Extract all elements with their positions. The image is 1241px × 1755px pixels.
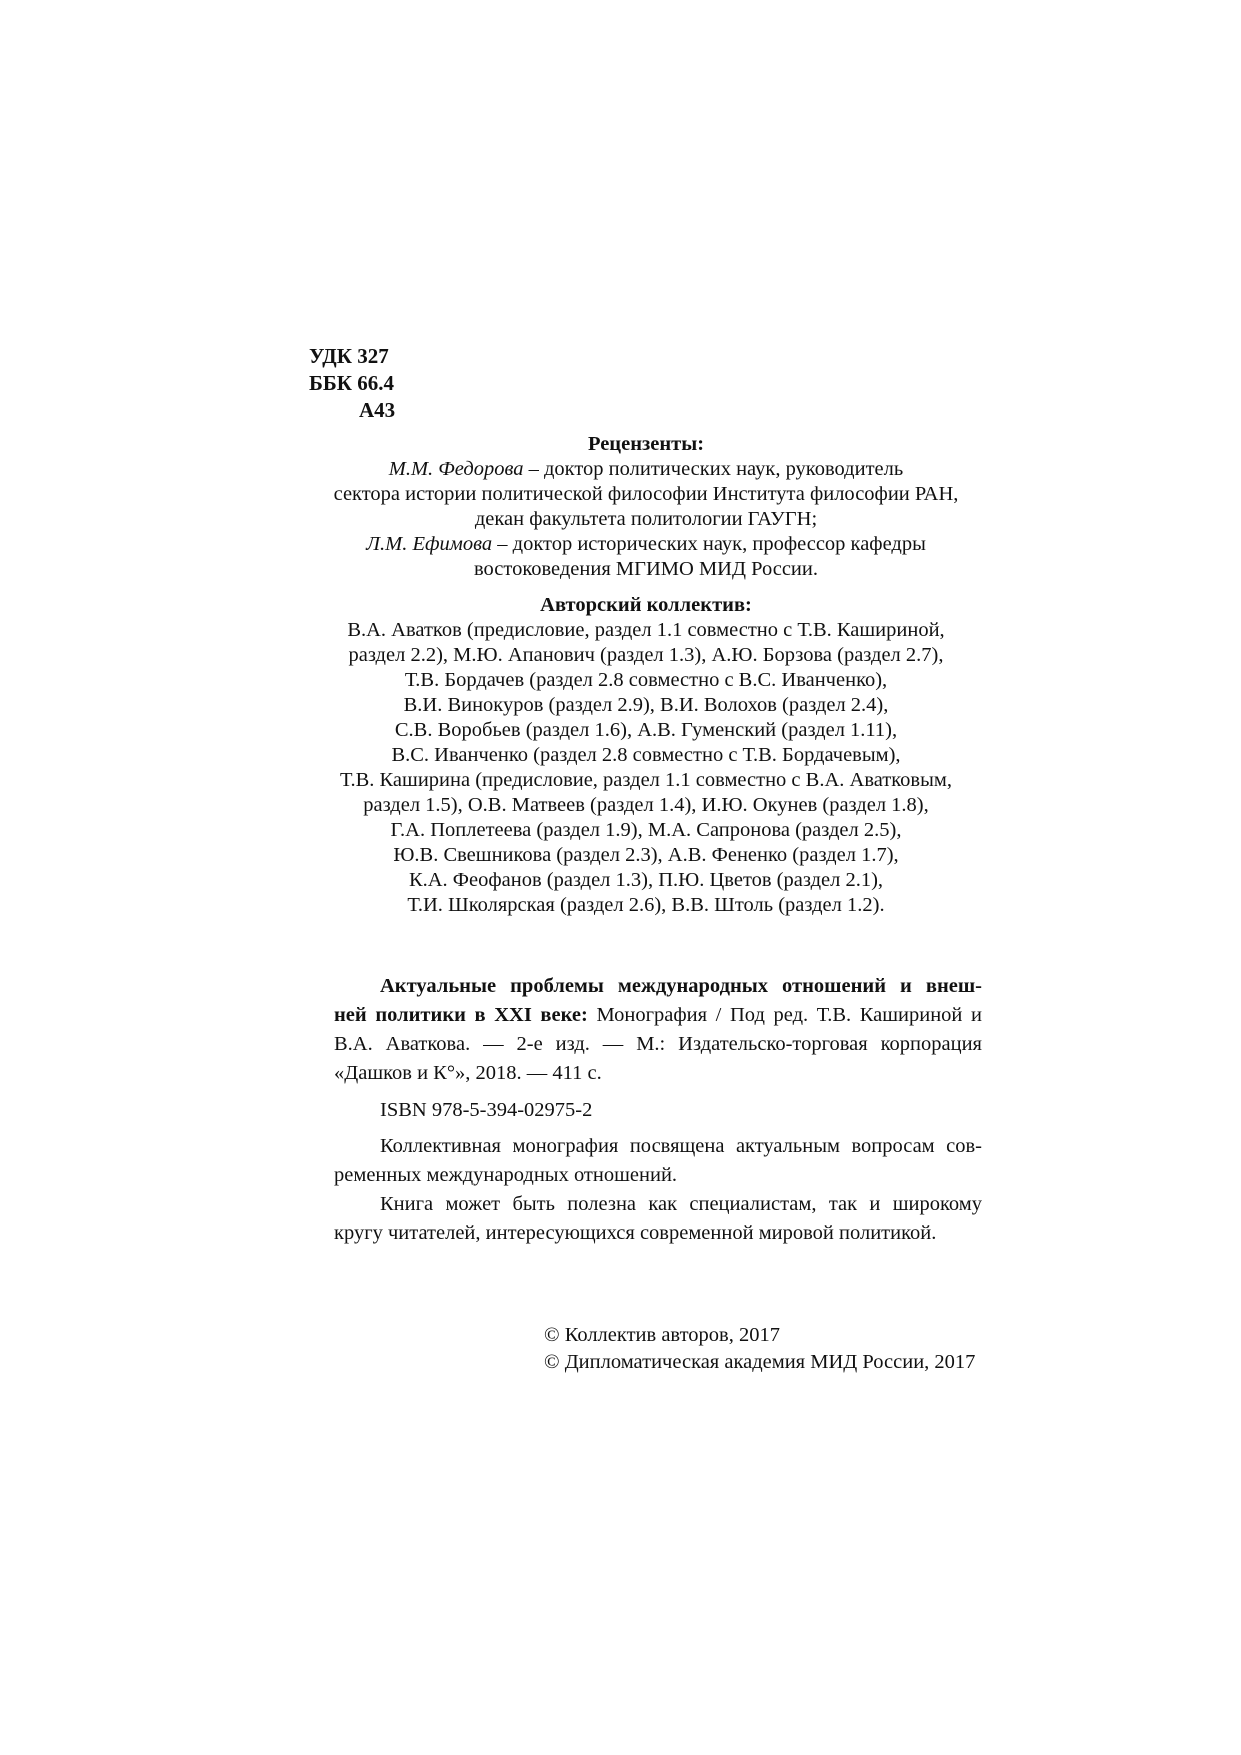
book-subtitle-editors: Монография / Под ред. Т.В. Кашириной и (587, 1004, 982, 1026)
authors-line: С.В. Воробьев (раздел 1.6), А.В. Гуменский (раздел 1.11), (394, 719, 898, 741)
authors-line: Г.А. Поплетеева (раздел 1.9), М.А. Сапронова (раздел 2.5), (390, 819, 902, 841)
annotation-p2-line-2: кругу читателей, интересующихся современной мировой политикой. (334, 1222, 937, 1244)
annotation-p2-line-1: Книга может быть полезна как специалистам, так и широкому (380, 1193, 982, 1215)
biblio-line-4: «Дашков и К°», 2018. — 411 с. (334, 1062, 602, 1084)
authors-section (310, 593, 982, 918)
reviewer-2-line-1 (310, 532, 982, 557)
reviewer-1-credentials: – доктор политических наук, руководитель (523, 458, 904, 480)
authors-line: Т.В. Бордачев (раздел 2.8 совместно с В.С. Иванченко), (404, 669, 888, 691)
biblio-line-1 (334, 972, 982, 1001)
annotation-p1-line-2: ременных международных отношений. (334, 1164, 678, 1186)
authors-line: Т.В. Каширина (предисловие, раздел 1.1 совместно с В.А. Аватковым, (340, 769, 952, 791)
biblio-line-2 (334, 1001, 982, 1030)
authors-line: В.С. Иванченко (раздел 2.8 совместно с Т.В. Бордачевым), (391, 744, 901, 766)
reviewers-heading: Рецензенты: (587, 433, 705, 455)
authors-line: Т.И. Школярская (раздел 2.6), В.В. Штоль (раздел 1.2). (407, 894, 885, 916)
annotation-p1-line-1: Коллективная монография посвящена актуальным вопросам сов- (380, 1135, 982, 1157)
book-title-part-2: ней политики в XXI веке: (334, 1004, 588, 1026)
authors-line: раздел 2.2), М.Ю. Апанович (раздел 1.3), А.Ю. Борзова (раздел 2.7), (348, 644, 944, 666)
isbn: ISBN 978-5-394-02975-2 (380, 1099, 593, 1121)
authors-heading: Авторский коллектив: (540, 594, 752, 616)
reviewer-1-name: М.М. Федорова (388, 458, 524, 480)
reviewer-2-credentials: – доктор исторических наук, профессор кафедры (492, 533, 926, 555)
udk-code: УДК 327 (309, 344, 389, 368)
authors-line: Ю.В. Свешникова (раздел 2.3), А.В. Фененко (раздел 1.7), (393, 844, 899, 866)
author-mark: А43 (359, 398, 396, 422)
biblio-line-3: В.А. Аваткова. — 2-е изд. — М.: Издательско-торговая корпорация (334, 1033, 982, 1055)
copyright-authors: © Коллектив авторов, 2017 (544, 1324, 780, 1346)
authors-line: В.И. Винокуров (раздел 2.9), В.И. Волохов (раздел 2.4), (403, 694, 889, 716)
reviewer-2-line-2: востоковедения МГИМО МИД России. (473, 558, 818, 580)
authors-line: раздел 1.5), О.В. Матвеев (раздел 1.4), И.Ю. Окунев (раздел 1.8), (363, 794, 929, 816)
classification-codes (309, 343, 395, 424)
copyright-academy: © Дипломатическая академия МИД России, 2017 (544, 1351, 976, 1373)
reviewer-1-line-3: декан факультета политологии ГАУГН; (474, 508, 818, 530)
copyright-notices (544, 1322, 975, 1376)
authors-line: В.А. Аватков (предисловие, раздел 1.1 совместно с Т.В. Кашириной, (347, 619, 945, 641)
reviewer-1-line-2: сектора истории политической философии Института философии РАН, (333, 483, 959, 505)
authors-line: К.А. Феофанов (раздел 1.3), П.Ю. Цветов (раздел 2.1), (408, 869, 884, 891)
reviewer-1-line-1 (310, 457, 982, 482)
reviewers-section (310, 432, 982, 582)
reviewer-2-name: Л.М. Ефимова (366, 533, 493, 555)
bibliographic-record (334, 972, 982, 1088)
bbk-code: ББК 66.4 (309, 371, 394, 395)
book-title-part-1: Актуальные проблемы международных отношений и внеш- (380, 975, 982, 997)
annotation-text (334, 1132, 982, 1248)
